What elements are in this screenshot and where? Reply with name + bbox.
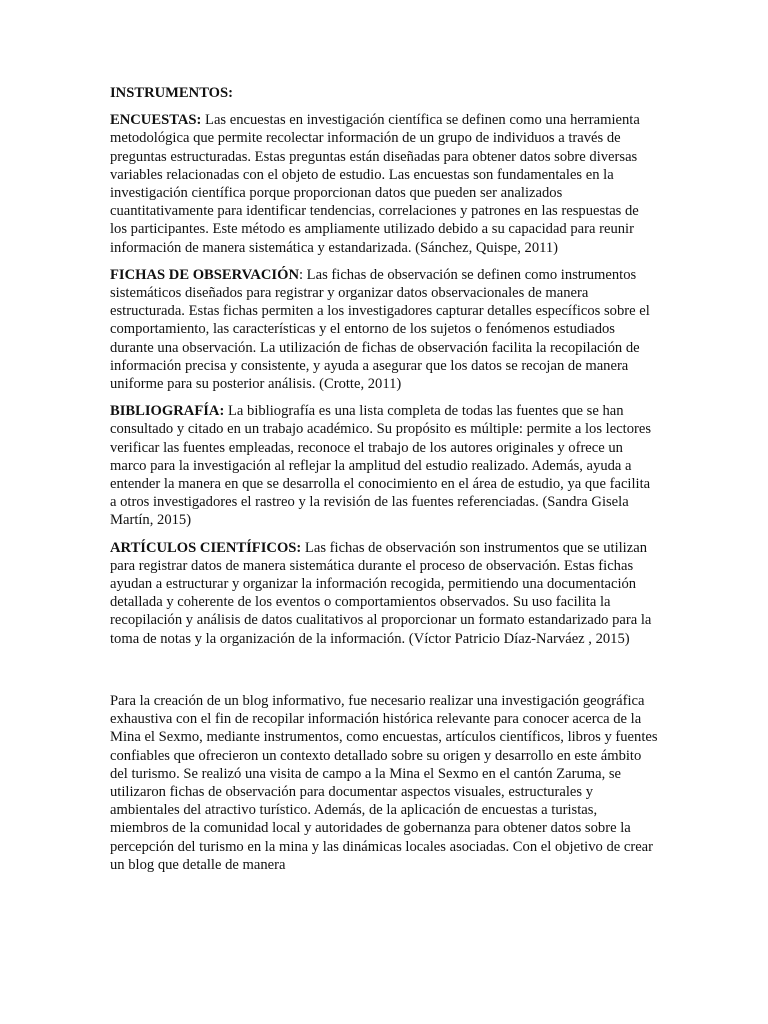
paragraph-label: ENCUESTAS:	[110, 112, 202, 129]
paragraph-text: Las fichas de observación son instrumentos que se utilizan para registrar datos de manera sistemática durante el proceso de observación. Estas fichas ayudan a estructurar y organizar la información recogida, permitiendo una documentación detallada y coherente de los eventos o comportamientos observados. Su uso facilita la recopilación y análisis de datos cualitativos al proporcionar un formato estandarizado para la toma de notas y la organización de la información. (Víctor Patricio Díaz-Narváez , 2015)	[110, 539, 652, 647]
paragraph-spacer	[110, 657, 658, 692]
paragraph-text: Las encuestas en investigación científica se definen como una herramienta metodológica que permite recolectar información de un grupo de individuos a través de preguntas estructuradas. Estas preguntas están diseñadas para obtener datos sobre diversas variables relacionadas con el objeto de estudio. Las encuestas son fundamentales en la investigación científica porque proporcionan datos que pueden ser analizados cuantitativamente para identificar tendencias, correlaciones y patrones en las respuestas de los participantes. Este método es ampliamente utilizado debido a su capacidad para reunir información de manera sistemática y estandarizada. (Sánchez, Quispe, 2011)	[110, 112, 640, 256]
paragraph-text: La bibliografía es una lista completa de todas las fuentes que se han consultado y citado en un trabajo académico. Su propósito es múltiple: permite a los lectores verificar las fuentes empleadas, reconoce el trabajo de los autores originales y ofrece un marco para la investigación al reflejar la amplitud del estudio realizado. Además, ayuda a entender la manera en que se desarrolla el conocimiento en el área de estudio, ya que facilita a otros investigadores el rastreo y la revisión de las fuentes referenciadas. (Sandra Gisela Martín, 2015)	[110, 403, 652, 529]
paragraph-label: BIBLIOGRAFÍA:	[110, 403, 225, 420]
paragraph-text: : Las fichas de observación se definen como instrumentos sistemáticos diseñados para registrar y organizar datos observacionales de manera estructurada. Estas fichas permiten a los investigadores capturar detalles específicos sobre el comportamiento, las características y el entorno de los sujetos o fenómenos estudiados durante una observación. La utilización de fichas de observación facilita la recopilación de información precisa y consistente, y ayuda a asegurar que los datos se recojan de manera uniforme para su posterior análisis. (Crotte, 2011)	[110, 266, 650, 393]
paragraph-blog-informativo: Para la creación de un blog informativo, fue necesario realizar una investigación geográfica exhaustiva con el fin de recopilar información histórica relevante para conocer acerca de la Mina el Sexmo, mediante instrumentos, como encuestas, artículos científicos, libros y fuentes confiables que ofrecieron un contexto detallado sobre su origen y desarrollo en este ámbito del turismo. Se realizó una visita de campo a la Mina el Sexmo en el cantón Zaruma, se utilizaron fichas de observación para documentar aspectos visuales, estructurales y ambientales del atractivo turístico. Además, de la aplicación de encuestas a turistas, miembros de la comunidad local y autoridades de gobernanza para obtener datos sobre la percepción del turismo en la mina y las dinámicas locales asociadas. Con el objetivo de crear un blog que detalle de manera	[110, 692, 658, 873]
paragraph-encuestas	[110, 111, 658, 257]
paragraph-articulos-cientificos	[110, 539, 658, 648]
document-body	[110, 84, 658, 883]
paragraph-bibliografia	[110, 402, 658, 529]
paragraph-label: ARTÍCULOS CIENTÍFICOS:	[110, 539, 302, 556]
paragraph-label: FICHAS DE OBSERVACIÓN	[110, 266, 299, 283]
section-heading: INSTRUMENTOS:	[110, 85, 233, 101]
paragraph-fichas-observacion	[110, 266, 658, 393]
